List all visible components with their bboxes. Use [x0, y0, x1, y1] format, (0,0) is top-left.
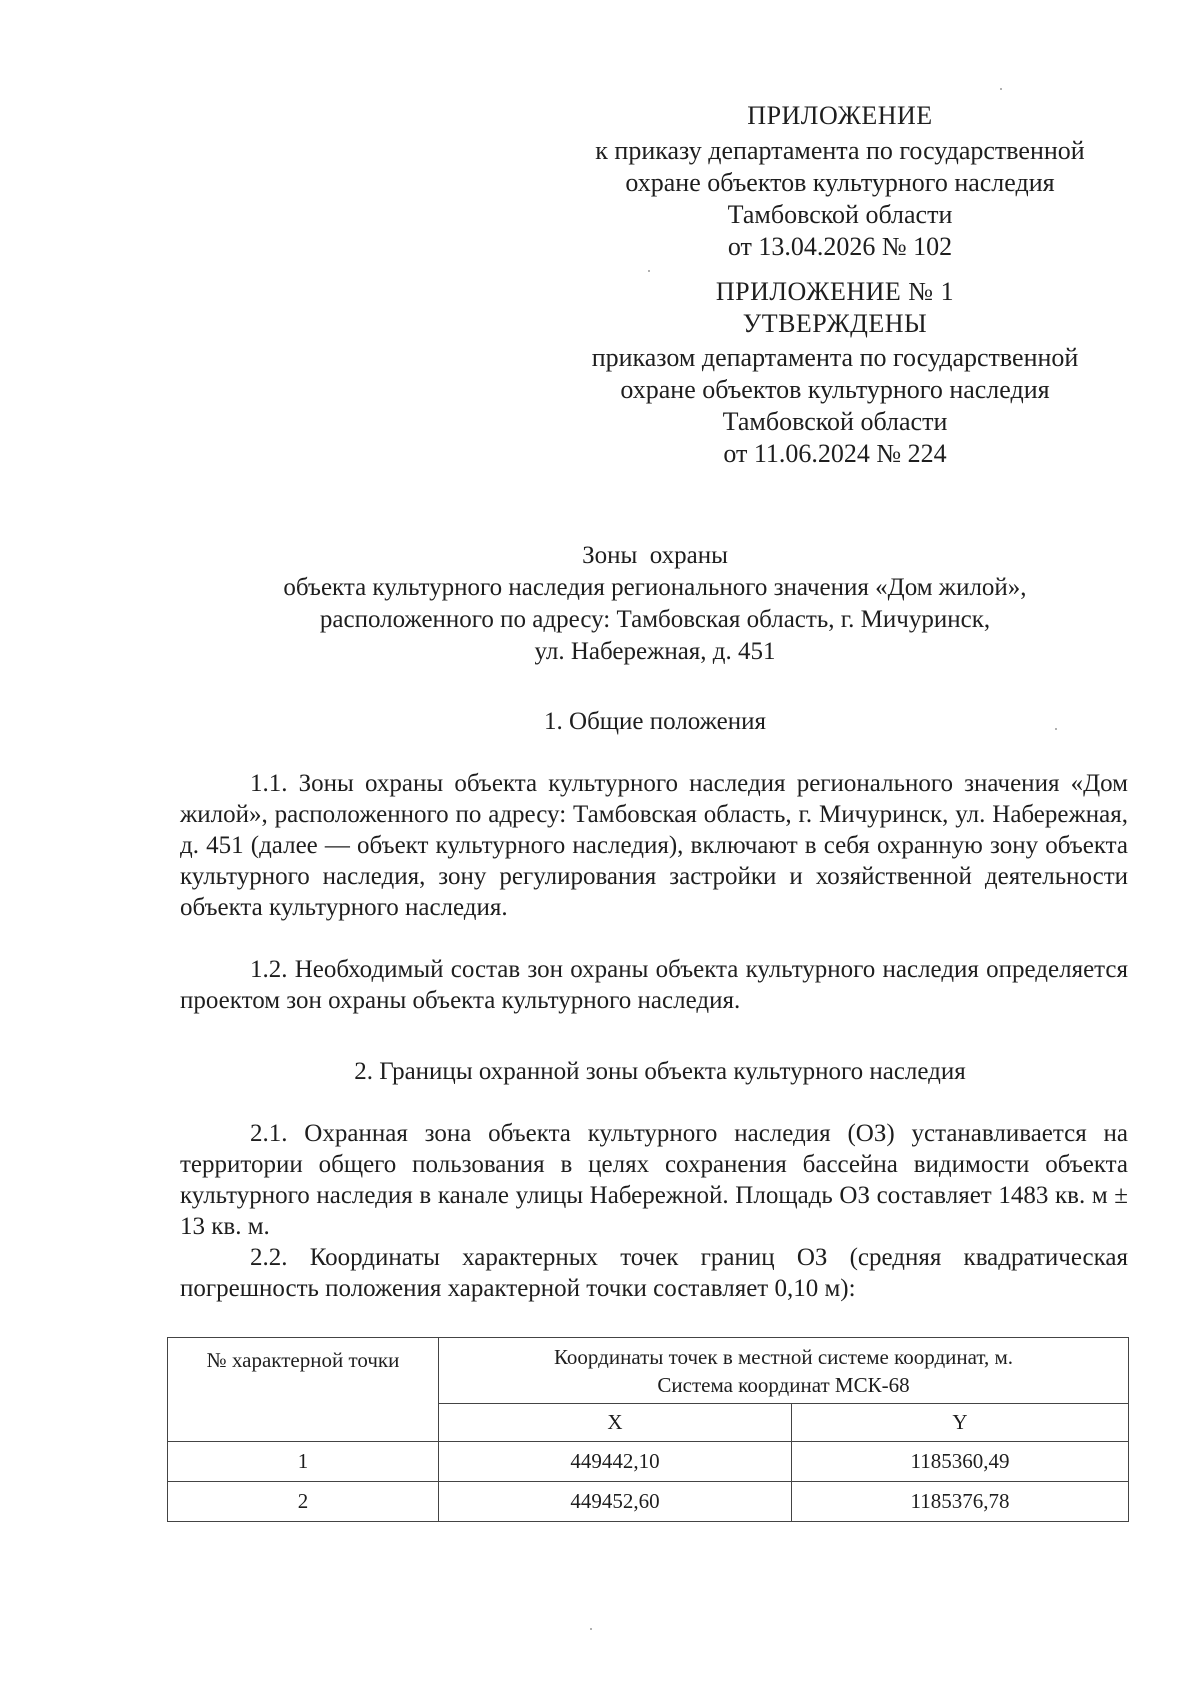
paragraph-2-1-text: 2.1. Охранная зона объекта культурного наследия (ОЗ) устанавливается на территории общего пользования в целях сохранения бассейна видимости объекта культурного наследия в канале улицы Набережной. Площадь ОЗ составляет 1483 кв. м ± 13 кв. м. — [180, 1120, 1128, 1240]
table-row — [168, 1442, 1129, 1482]
document-title — [160, 540, 1150, 668]
approved-header — [555, 276, 1115, 470]
cell-y: 1185376,78 — [792, 1482, 1129, 1522]
appendix-1-title: ПРИЛОЖЕНИЕ № 1 — [715, 277, 955, 306]
scan-speck — [648, 270, 650, 272]
approved-line: приказом департамента по государственной — [591, 343, 1079, 372]
paragraph-1-2 — [180, 954, 1128, 1016]
title-line: расположенного по адресу: Тамбовская область, г. Мичуринск, — [319, 606, 991, 633]
appendix-line: к приказу департамента по государственной — [595, 136, 1085, 165]
coordinates-table — [167, 1337, 1129, 1522]
cell-y: 1185360,49 — [792, 1442, 1129, 1482]
cell-point: 1 — [168, 1442, 439, 1482]
cell-x: 449452,60 — [439, 1482, 792, 1522]
appendix-header — [560, 100, 1120, 263]
title-line: ул. Набережная, д. 451 — [534, 638, 776, 665]
section-2-title: 2. Границы охранной зоны объекта культурного наследия — [354, 1058, 966, 1085]
approved-title: УТВЕРЖДЕНЫ — [742, 309, 928, 338]
header-coordinates-line-1: Координаты точек в местной системе координат, м. — [553, 1344, 1014, 1369]
paragraph-2-1 — [180, 1118, 1128, 1242]
title-line: объекта культурного наследия регионального значения «Дом жилой», — [283, 574, 1027, 601]
approved-line: от 11.06.2024 № 224 — [723, 439, 947, 468]
cell-point: 2 — [168, 1482, 439, 1522]
paragraph-1-2-text: 1.2. Необходимый состав зон охраны объекта культурного наследия определяется проектом зон охраны объекта культурного наследия. — [180, 956, 1128, 1014]
paragraph-1-1 — [180, 768, 1128, 923]
paragraph-1-1-text: 1.1. Зоны охраны объекта культурного наследия регионального значения «Дом жилой», расположенного по адресу: Тамбовская область, г. Мичуринск, ул. Набережная, д. 451 (далее — объект культурного наследия), включают в себя охранную зону объекта культурного наследия, зону регулирования застройки и хозяйственной деятельности объекта культурного наследия. — [180, 770, 1128, 921]
title-line: Зоны охраны — [582, 542, 728, 569]
cell-x: 449442,10 — [439, 1442, 792, 1482]
header-coordinates-line-2: Система координат МСК-68 — [657, 1372, 910, 1397]
header-y: Y — [792, 1404, 1129, 1442]
scan-speck — [1055, 728, 1057, 730]
appendix-title: ПРИЛОЖЕНИЕ — [747, 101, 933, 130]
appendix-line: охране объектов культурного наследия — [625, 168, 1055, 197]
scan-speck — [590, 1628, 592, 1630]
approved-line: охране объектов культурного наследия — [620, 375, 1050, 404]
header-x: X — [439, 1404, 792, 1442]
section-1-title: 1. Общие положения — [544, 708, 766, 735]
paragraph-2-2-text: 2.2. Координаты характерных точек границ ОЗ (средняя квадратическая погрешность положения характерной точки составляет 0,10 м): — [180, 1244, 1128, 1302]
appendix-line: Тамбовской области — [727, 200, 953, 229]
header-coordinates — [439, 1338, 1129, 1404]
table-row — [168, 1482, 1129, 1522]
scan-speck — [1000, 88, 1002, 90]
approved-line: Тамбовской области — [722, 407, 948, 436]
header-point-number: № характерной точки — [168, 1338, 439, 1442]
appendix-line: от 13.04.2026 № 102 — [727, 232, 953, 261]
paragraph-2-2 — [180, 1242, 1128, 1304]
